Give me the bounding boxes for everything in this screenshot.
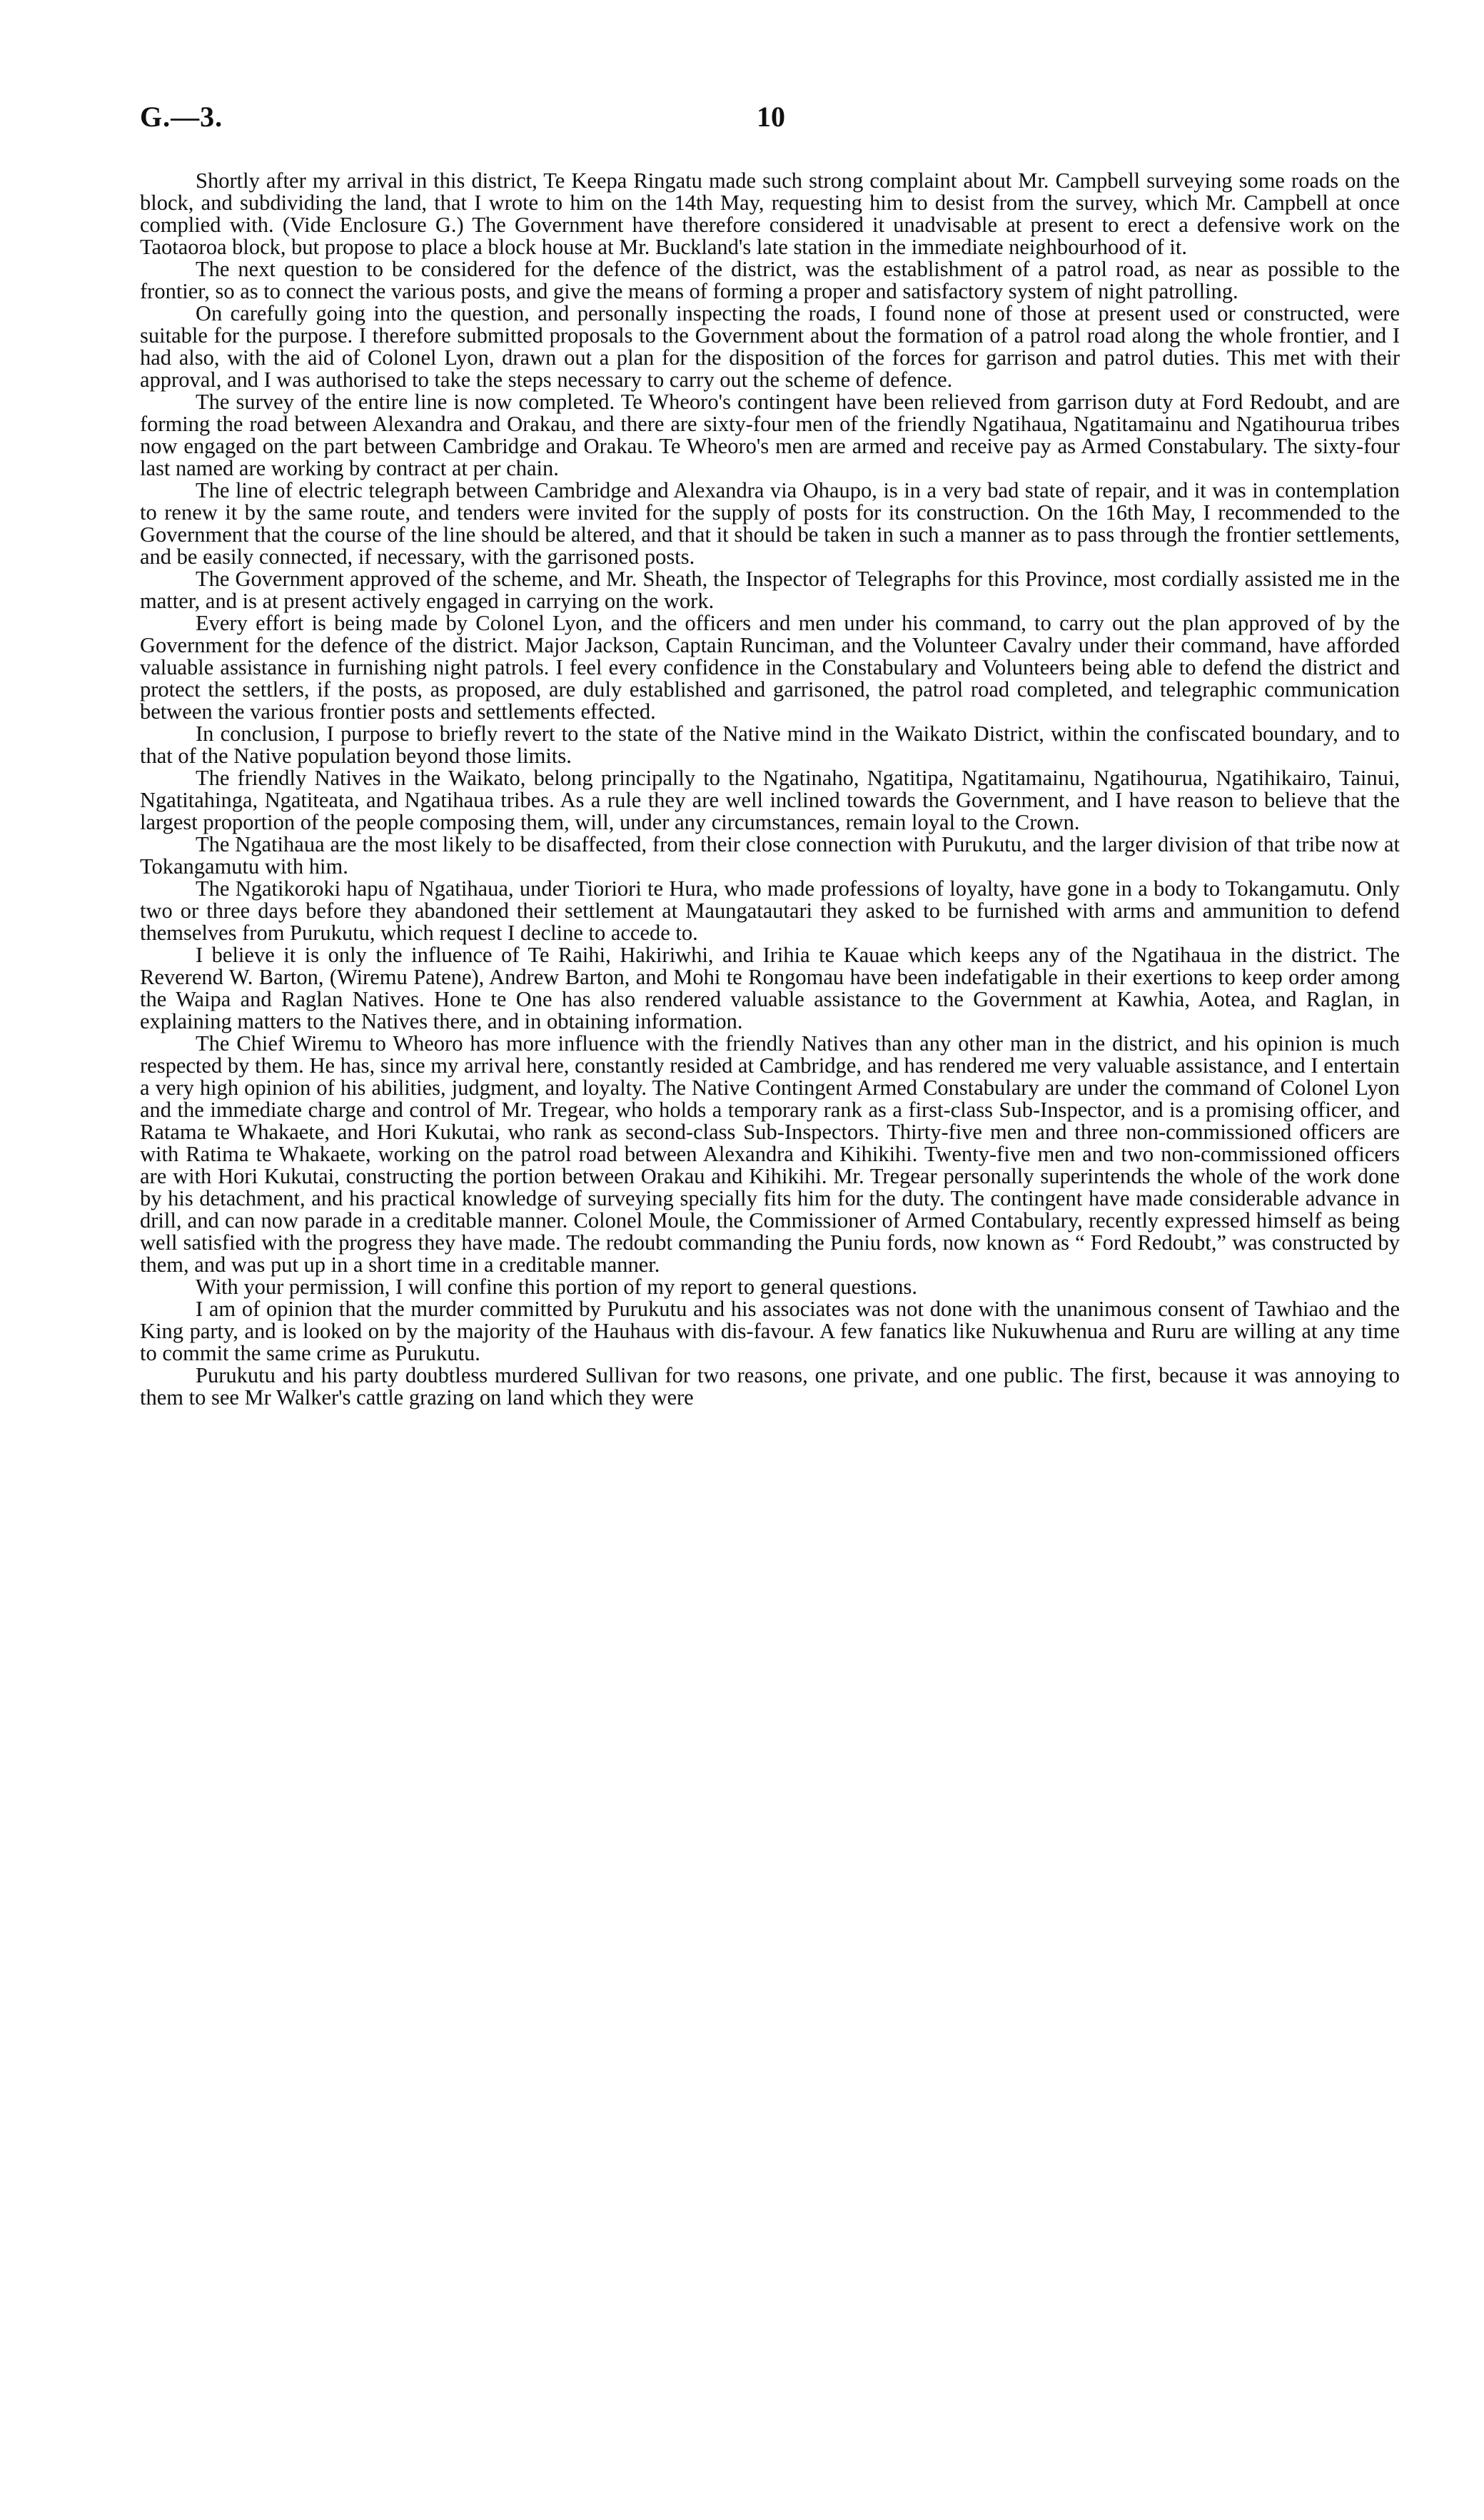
paragraph: With your permission, I will confine this portion of my report to general questions. <box>196 1275 918 1299</box>
paragraph: The Ngatihaua are the most likely to be disaffected, from their close connection with Purukutu, and the larger division of that tribe now at Tokangamutu with him. <box>140 832 1400 879</box>
document-body <box>140 170 1400 1409</box>
paragraph: The line of electric telegraph between Cambridge and Alexandra via Ohaupo, is in a very bad state of repair, and it was in contemplation to renew it by the same route, and tenders were invited for the supply of posts for its construction. On the 16th May, I recommended to the Government that the course of the line should be altered, and that it should be taken in such a manner as to pass through the frontier settlements, and be easily connected, if necessary, with the garrisoned posts. <box>140 478 1400 569</box>
paragraph: Every effort is being made by Colonel Lyon, and the officers and men under his command, to carry out the plan approved of by the Government for the defence of the district. Major Jackson, Captain Runciman, and the Volunteer Cavalry under their command, have afforded valuable assistance in furnishing night patrols. I feel every confidence in the Constabulary and Volunteers being able to defend the district and protect the settlers, if the posts, as proposed, are duly established and garrisoned, the patrol road completed, and telegraphic communication between the various frontier posts and settlements effected. <box>140 611 1400 724</box>
paragraph: The Chief Wiremu to Wheoro has more influence with the friendly Natives than any other man in the district, and his opinion is much respected by them. He has, since my arrival here, constantly resided at Cambridge, and has rendered me very valuable assistance, and I entertain a very high opinion of his abilities, judgment, and loyalty. The Native Contingent Armed Constabulary are under the command of Colonel Lyon and the immediate charge and control of Mr. Tregear, who holds a temporary rank as a first-class Sub-Inspector, and is a promising officer, and Ratama te Whakaete, and Hori Kukutai, who rank as second-class Sub-Inspectors. Thirty-five men and three non-commissioned officers are with Ratima te Whakaete, working on the patrol road between Alexandra and Kihikihi. Twenty-five men and two non-commissioned officers are with Hori Kukutai, constructing the portion between Orakau and Kihikihi. Mr. Tregear personally superintends the whole of the work done by his detachment, and his practical knowledge of surveying specially fits him for the duty. The contingent have made considerable advance in drill, and can now parade in a creditable manner. Colonel Moule, the Commissioner of Armed Contabulary, recently expressed himself as being well satisfied with the progress they have made. The redoubt commanding the Puniu fords, now known as “ Ford Redoubt,” was constructed by them, and was put up in a short time in a creditable manner. <box>140 1031 1400 1277</box>
paragraph: I believe it is only the influence of Te Raihi, Hakiriwhi, and Irihia te Kauae which keeps any of the Ngatihaua in the district. The Reverend W. Barton, (Wiremu Patene), Andrew Barton, and Mohi te Rongomau have been indefatigable in their exertions to keep order among the Waipa and Raglan Natives. Hone te One has also rendered valuable assistance to the Government at Kawhia, Aotea, and Raglan, in explaining matters to the Natives there, and in obtaining information. <box>140 943 1400 1033</box>
series-code: G.—3. <box>140 101 223 133</box>
page-header <box>140 100 1400 143</box>
paragraph: I am of opinion that the murder committed by Purukutu and his associates was not done with the unanimous consent of Tawhiao and the King party, and is looked on by the majority of the Hauhaus with dis-favour. A few fanatics like Nukuwhenua and Ruru are willing at any time to commit the same crime as Purukutu. <box>140 1297 1400 1365</box>
paragraph: The Government approved of the scheme, and Mr. Sheath, the Inspector of Telegraphs for this Province, most cordially assisted me in the matter, and is at present actively engaged in carrying on the work. <box>140 567 1400 613</box>
paragraph: Purukutu and his party doubtless murdered Sullivan for two reasons, one private, and one public. The first, because it was annoying to them to see Mr Walker's cattle grazing on land which they were <box>140 1363 1400 1410</box>
paragraph: In conclusion, I purpose to briefly revert to the state of the Native mind in the Waikato District, within the confiscated boundary, and to that of the Native population beyond those limits. <box>140 722 1400 768</box>
paragraph: The survey of the entire line is now completed. Te Wheoro's contingent have been relieved from garrison duty at Ford Redoubt, and are forming the road between Alexandra and Orakau, and there are sixty-four men of the friendly Ngatihaua, Ngatitamainu and Ngatihourua tribes now engaged on the part between Cambridge and Orakau. Te Wheoro's men are armed and receive pay as Armed Constabulary. The sixty-four last named are working by contract at per chain. <box>140 390 1400 480</box>
paragraph: On carefully going into the question, and personally inspecting the roads, I found none of those at present used or constructed, were suitable for the purpose. I therefore submitted proposals to the Government about the formation of a patrol road along the whole frontier, and I had also, with the aid of Colonel Lyon, drawn out a plan for the disposition of the forces for garrison and patrol duties. This met with their approval, and I was authorised to take the steps necessary to carry out the scheme of defence. <box>140 301 1400 392</box>
paragraph: Shortly after my arrival in this district, Te Keepa Ringatu made such strong complaint about Mr. Campbell surveying some roads on the block, and subdividing the land, that I wrote to him on the 14th May, requesting him to desist from the survey, which Mr. Campbell at once complied with. (Vide Enclosure G.) The Government have therefore considered it unadvisable at present to erect a defensive work on the Taotaoroa block, but propose to place a block house at Mr. Buckland's late station in the immediate neighbourhood of it. <box>140 168 1400 259</box>
page-number: 10 <box>757 101 785 133</box>
paragraph: The Ngatikoroki hapu of Ngatihaua, under Tioriori te Hura, who made professions of loyalty, have gone in a body to Tokangamutu. Only two or three days before they abandoned their settlement at Maungatautari they asked to be furnished with arms and ammunition to defend themselves from Purukutu, which request I decline to accede to. <box>140 876 1400 945</box>
paragraph: The next question to be considered for the defence of the district, was the establishment of a patrol road, as near as possible to the frontier, so as to connect the various posts, and give the means of forming a proper and satisfactory system of night patrolling. <box>140 257 1400 303</box>
paragraph: The friendly Natives in the Waikato, belong principally to the Ngatinaho, Ngatitipa, Ngatitamainu, Ngatihourua, Ngatihikairo, Tainui, Ngatitahinga, Ngatiteata, and Ngatihaua tribes. As a rule they are well inclined towards the Government, and I have reason to believe that the largest proportion of the people composing them, will, under any circumstances, remain loyal to the Crown. <box>140 766 1400 834</box>
